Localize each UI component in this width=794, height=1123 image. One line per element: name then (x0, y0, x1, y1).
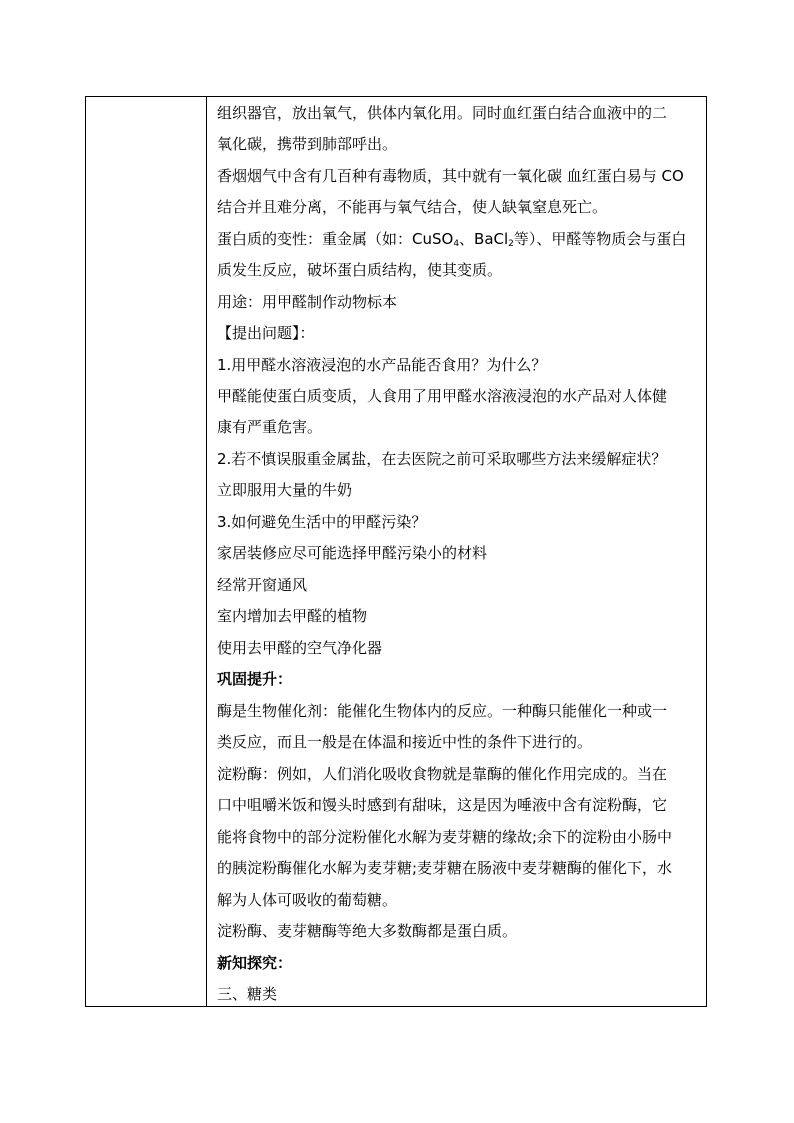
text-line: 经常开窗通风 (217, 576, 308, 594)
text-line: 家居装修应尽可能选择甲醛污染小的材料 (217, 544, 488, 562)
text-line-formula (217, 229, 700, 249)
text-line: 质发生反应，破坏蛋白质结构，使其变质。 (217, 261, 503, 279)
section-title: 三、糖类 (217, 985, 278, 1003)
question: 1.用甲醛水溶液浸泡的水产品能否食用？为什么？ (217, 356, 547, 374)
text-line: 组织器官，放出氧气，供体内氧化用。同时血红蛋白结合血液中的二 (217, 104, 668, 122)
text-line: 口中咀嚼米饭和馒头时感到有甜味，这是因为唾液中含有淀粉酶，它 (217, 796, 668, 814)
text-line: 类反应，而且一般是在体温和接近中性的条件下进行的。 (217, 733, 593, 751)
text-line: 淀粉酶：例如，人们消化吸收食物就是靠酶的催化作用完成的。当在 (217, 765, 668, 783)
section-heading: 巩固提升： (217, 670, 293, 688)
text-line: 使用去甲醛的空气净化器 (217, 639, 383, 657)
text-line: 的胰淀粉酶催化水解为麦芽糖;麦芽糖在肠液中麦芽糖酶的催化下，水 (217, 859, 673, 877)
formula-text: 蛋白质的变性：重金属（如：CuSO (217, 230, 454, 248)
formula-text: 等）、甲醛等物质会与蛋白 (513, 230, 687, 248)
text-line: 立即服用大量的牛奶 (217, 481, 353, 499)
section-heading: 新知探究： (217, 954, 293, 972)
left-column-cell (86, 97, 207, 1006)
text-line: 氧化碳，携带到肺部呼出。 (217, 135, 398, 153)
text-line: 解为人体可吸收的葡萄糖。 (217, 891, 398, 909)
subscript: 4 (453, 239, 460, 249)
question: 2.若不慎误服重金属盐，在去医院之前可采取哪些方法来缓解症状？ (217, 450, 667, 468)
content-cell (207, 97, 706, 1006)
section-heading: 【提出问题】： (217, 324, 315, 342)
text-line: 淀粉酶、麦芽糖酶等绝大多数酶都是蛋白质。 (217, 922, 518, 940)
text-line: 甲醛能使蛋白质变质，人食用了用甲醛水溶液浸泡的水产品对人体健 (217, 387, 668, 405)
text-line: 康有严重危害。 (217, 418, 323, 436)
lesson-table (85, 96, 707, 1007)
text-line: 室内增加去甲醛的植物 (217, 607, 368, 625)
text-line: 能将食物中的部分淀粉催化水解为麦芽糖的缘故;余下的淀粉由小肠中 (217, 828, 673, 846)
question: 3.如何避免生活中的甲醛污染？ (217, 513, 427, 531)
text-line: 用途：用甲醛制作动物标本 (217, 293, 398, 311)
text-line: 酶是生物催化剂：能催化生物体内的反应。一种酶只能催化一种或一 (217, 702, 668, 720)
text-line: 结合并且难分离，不能再与氧气结合，使人缺氧窒息死亡。 (217, 198, 608, 216)
formula-text: 、BaCl (459, 230, 509, 248)
text-line: 香烟烟气中含有几百种有毒物质，其中就有一氧化碳 血红蛋白易与 CO (217, 167, 684, 185)
subscript: 2 (508, 239, 514, 249)
